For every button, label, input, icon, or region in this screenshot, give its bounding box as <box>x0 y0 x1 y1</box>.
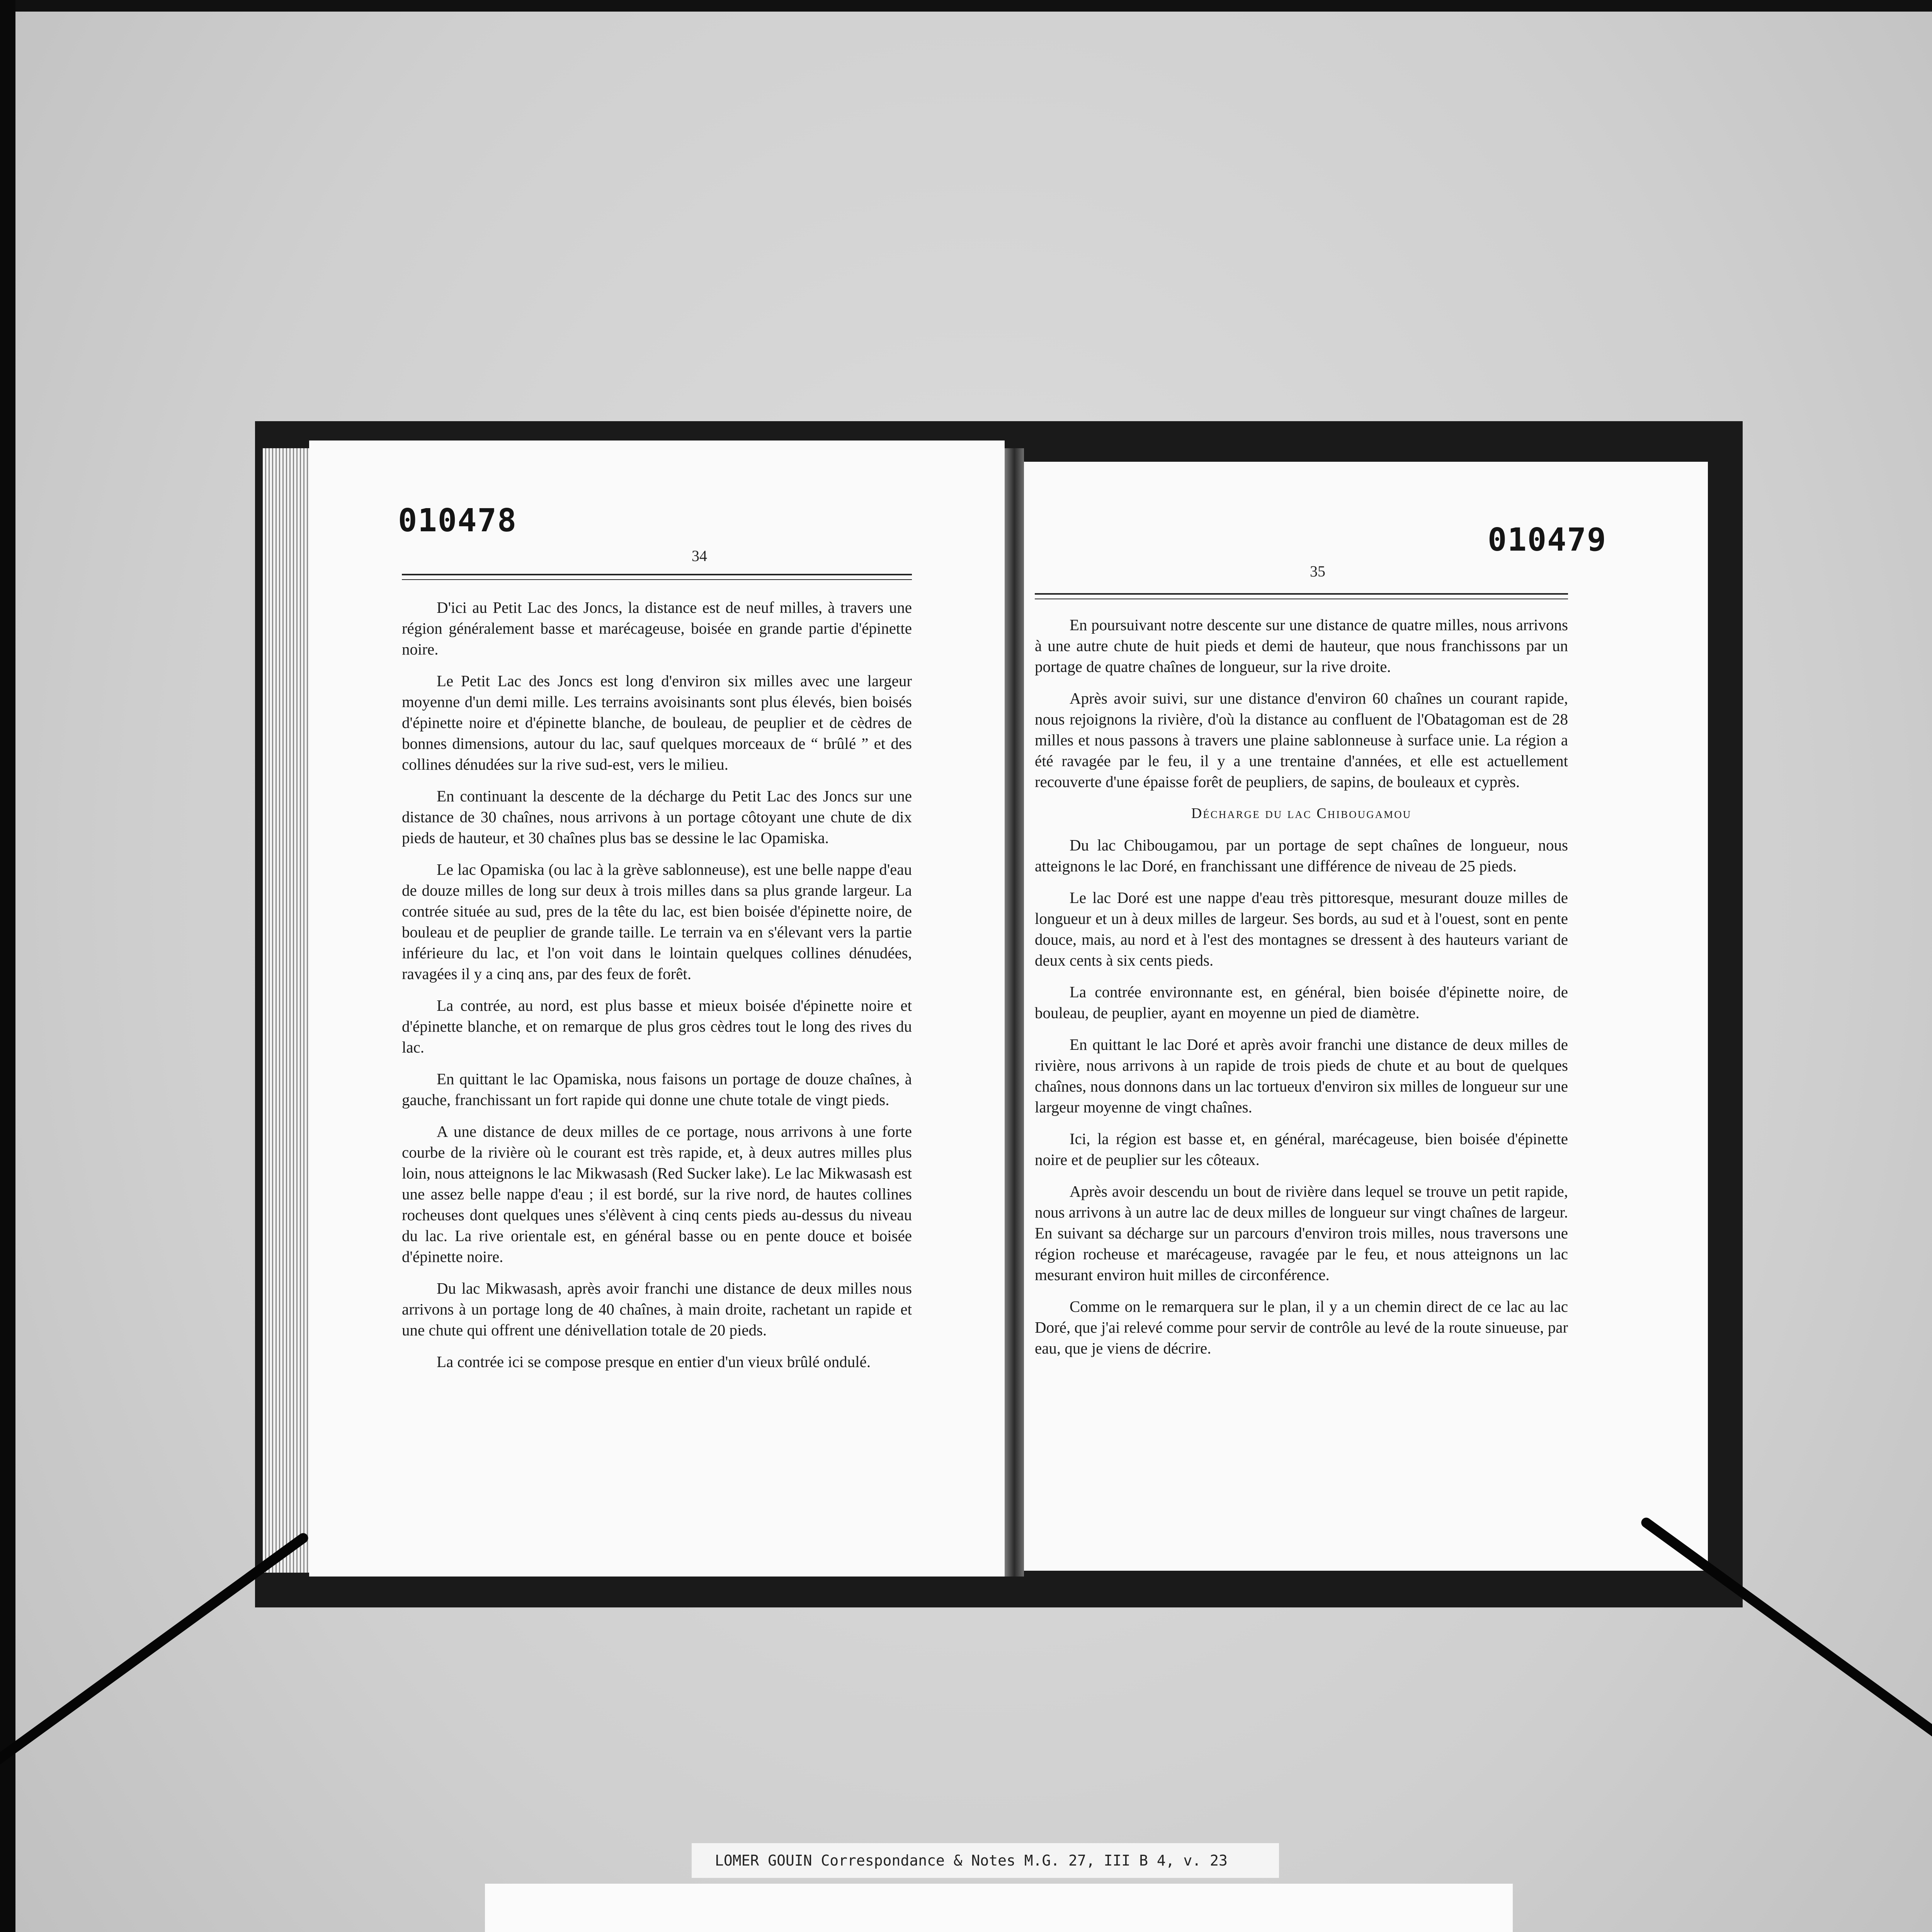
right-page <box>1024 462 1708 1571</box>
left-page-number: 34 <box>692 547 707 565</box>
right-paragraph-5: La contrée environnante est, en général, bien boisée d'épinette noire, de bouleau, de peuplier, ayant en moyenne un pied de diamètre. <box>1035 983 1568 1022</box>
left-paragraph-3: En continuant la descente de la décharge du Petit Lac des Joncs sur une distance de 30 chaînes, nous arrivons à un portage côtoyant une chute de dix pieds de hauteur, et 30 chaînes plus bas se dessine le lac Opamiska. <box>402 787 912 847</box>
right-paragraph-8: Après avoir descendu un bout de rivière dans lequel se trouve un petit rapide, nous arrivons à un autre lac de deux milles de longueur sur vingt chaînes de largeur. En suivant sa décharge sur un parcours d'environ trois milles, nous traversons une région rocheuse et marécageuse, ravagée par le feu, et nous atteignons un lac mesurant environ huit milles de circonférence. <box>1035 1182 1568 1284</box>
right-paragraph-7: Ici, la région est basse et, en général, marécageuse, bien boisée d'épinette noire et de peuplier sur les côteaux. <box>1035 1130 1568 1168</box>
right-paragraph-2: Après avoir suivi, sur une distance d'environ 60 chaînes un courant rapide, nous rejoignons la rivière, d'où la distance au confluent de l'Obatagoman est de 28 milles et nous passons à travers une plaine sablonneuse à surface unie. La région a été ravagée par le feu, il y a une trentaine d'années, et elle est actuellement recouverte d'une épaisse forêt de peupliers, de sapins, de bouleaux et cyprès. <box>1035 689 1568 791</box>
book-page-edges <box>263 448 317 1573</box>
left-paragraph-6: En quittant le lac Opamiska, nous faisons un portage de douze chaînes, à gauche, franchissant un fort rapide qui donne une chute totale de vingt pieds. <box>402 1070 912 1109</box>
right-paragraph-4: Le lac Doré est une nappe d'eau très pittoresque, mesurant douze milles de longueur et un à deux milles de largeur. Ses bords, au sud et à l'ouest, sont en pente douce, mais, au nord et à l'est des montagnes se dressent à des hauteurs variant de deux cents à six cents pieds. <box>1035 889 1568 969</box>
left-paragraph-1: D'ici au Petit Lac des Joncs, la distance est de neuf milles, à travers une région généralement basse et marécageuse, boisée en grande partie d'épinette noire. <box>402 599 912 658</box>
left-paragraph-4: Le lac Opamiska (ou lac à la grève sablonneuse), est une belle nappe d'eau de douze milles de long sur deux à trois milles dans sa plus grande largeur. La contrée située au sud, pres de la tête du lac, est bien boisée d'épinette noire, de bouleau et de peuplier de grande taille. Le terrain va en s'élevant vers la partie inférieure du lac, et l'on voit dans le lointain quelques collines dénudées, ravagées il y a cinq ans, par des feux de forêt. <box>402 861 912 983</box>
frame-border-left <box>0 0 15 1932</box>
left-page-body <box>402 597 912 1383</box>
right-paragraph-3: Du lac Chibougamou, par un portage de sept chaînes de longueur, nous atteignons le lac Doré, en franchissant une différence de niveau de 25 pieds. <box>1035 836 1568 875</box>
right-page-body <box>1035 614 1568 1369</box>
right-paragraph-1: En poursuivant notre descente sur une distance de quatre milles, nous arrivons à une autre chute de huit pieds et demi de hauteur, que nous franchissons par un portage de quatre chaînes de longueur, sur la rive droite. <box>1035 616 1568 675</box>
right-section-heading: Décharge du lac Chibougamou <box>1191 805 1412 821</box>
left-paragraph-7: A une distance de deux milles de ce portage, nous arrivons à une forte courbe de la rivière où le courant est très rapide, et, à deux autres milles plus loin, nous atteignons le lac Mikwasash (Red Sucker lake). Le lac Mikwasash est une assez belle nappe d'eau ; il est bordé, sur la rive nord, de hautes collines rocheuses dont quelques unes s'élèvent à cinq cents pieds au-dessus du niveau du lac. La rive orientale est, en général basse ou en pente douce et boisée d'épinette noire. <box>402 1122 912 1265</box>
archives-card <box>485 1884 1513 1932</box>
left-page-stamp-number: 010478 <box>398 502 517 539</box>
left-paragraph-2: Le Petit Lac des Joncs est long d'environ six milles avec une largeur moyenne d'un demi mille. Les terrains avoisinants sont plus élevés, bien boisés d'épinette noire et d'épinette blanche, de bouleau, de peuplier et de cèdres de bonnes dimensions, autour du lac, sauf quelques morceaux de “ brûlé ” et des collines dénudées sur la rive sud-est, vers le milieu. <box>402 672 912 773</box>
collection-reference-label: LOMER GOUIN Correspondance & Notes M.G. 27, III B 4, v. 23 <box>692 1843 1279 1878</box>
left-page-header-rule <box>402 574 912 580</box>
right-page-number: 35 <box>1310 563 1325 580</box>
left-page <box>309 440 1005 1577</box>
right-paragraph-9: Comme on le remarquera sur le plan, il y a un chemin direct de ce lac au lac Doré, que j'ai relevé comme pour servir de contrôle au levé de la route sinueuse, par eau, que je viens de décrire. <box>1035 1298 1568 1357</box>
left-paragraph-5: La contrée, au nord, est plus basse et mieux boisée d'épinette noire et d'épinette blanche, et on remarque de plus gros cèdres tout le long des rives du lac. <box>402 997 912 1056</box>
right-page-header-rule <box>1035 593 1568 599</box>
frame-border-top <box>0 0 1932 12</box>
right-paragraph-6: En quittant le lac Doré et après avoir franchi une distance de deux milles de rivière, nous arrivons à un rapide de trois pieds de chute et au bout de quelques chaînes, nous donnons dans un lac tortueux d'environ six milles de longueur sur une largeur moyenne de vingt chaînes. <box>1035 1036 1568 1116</box>
right-page-stamp-number: 010479 <box>1488 522 1607 558</box>
book-gutter <box>1005 448 1024 1577</box>
left-paragraph-9: La contrée ici se compose presque en entier d'un vieux brûlé ondulé. <box>437 1353 871 1371</box>
left-paragraph-8: Du lac Mikwasash, après avoir franchi une distance de deux milles nous arrivons à un portage long de 40 chaînes, à main droite, rachetant un rapide et une chute qui offrent une dénivellation totale de 20 pieds. <box>402 1279 912 1339</box>
